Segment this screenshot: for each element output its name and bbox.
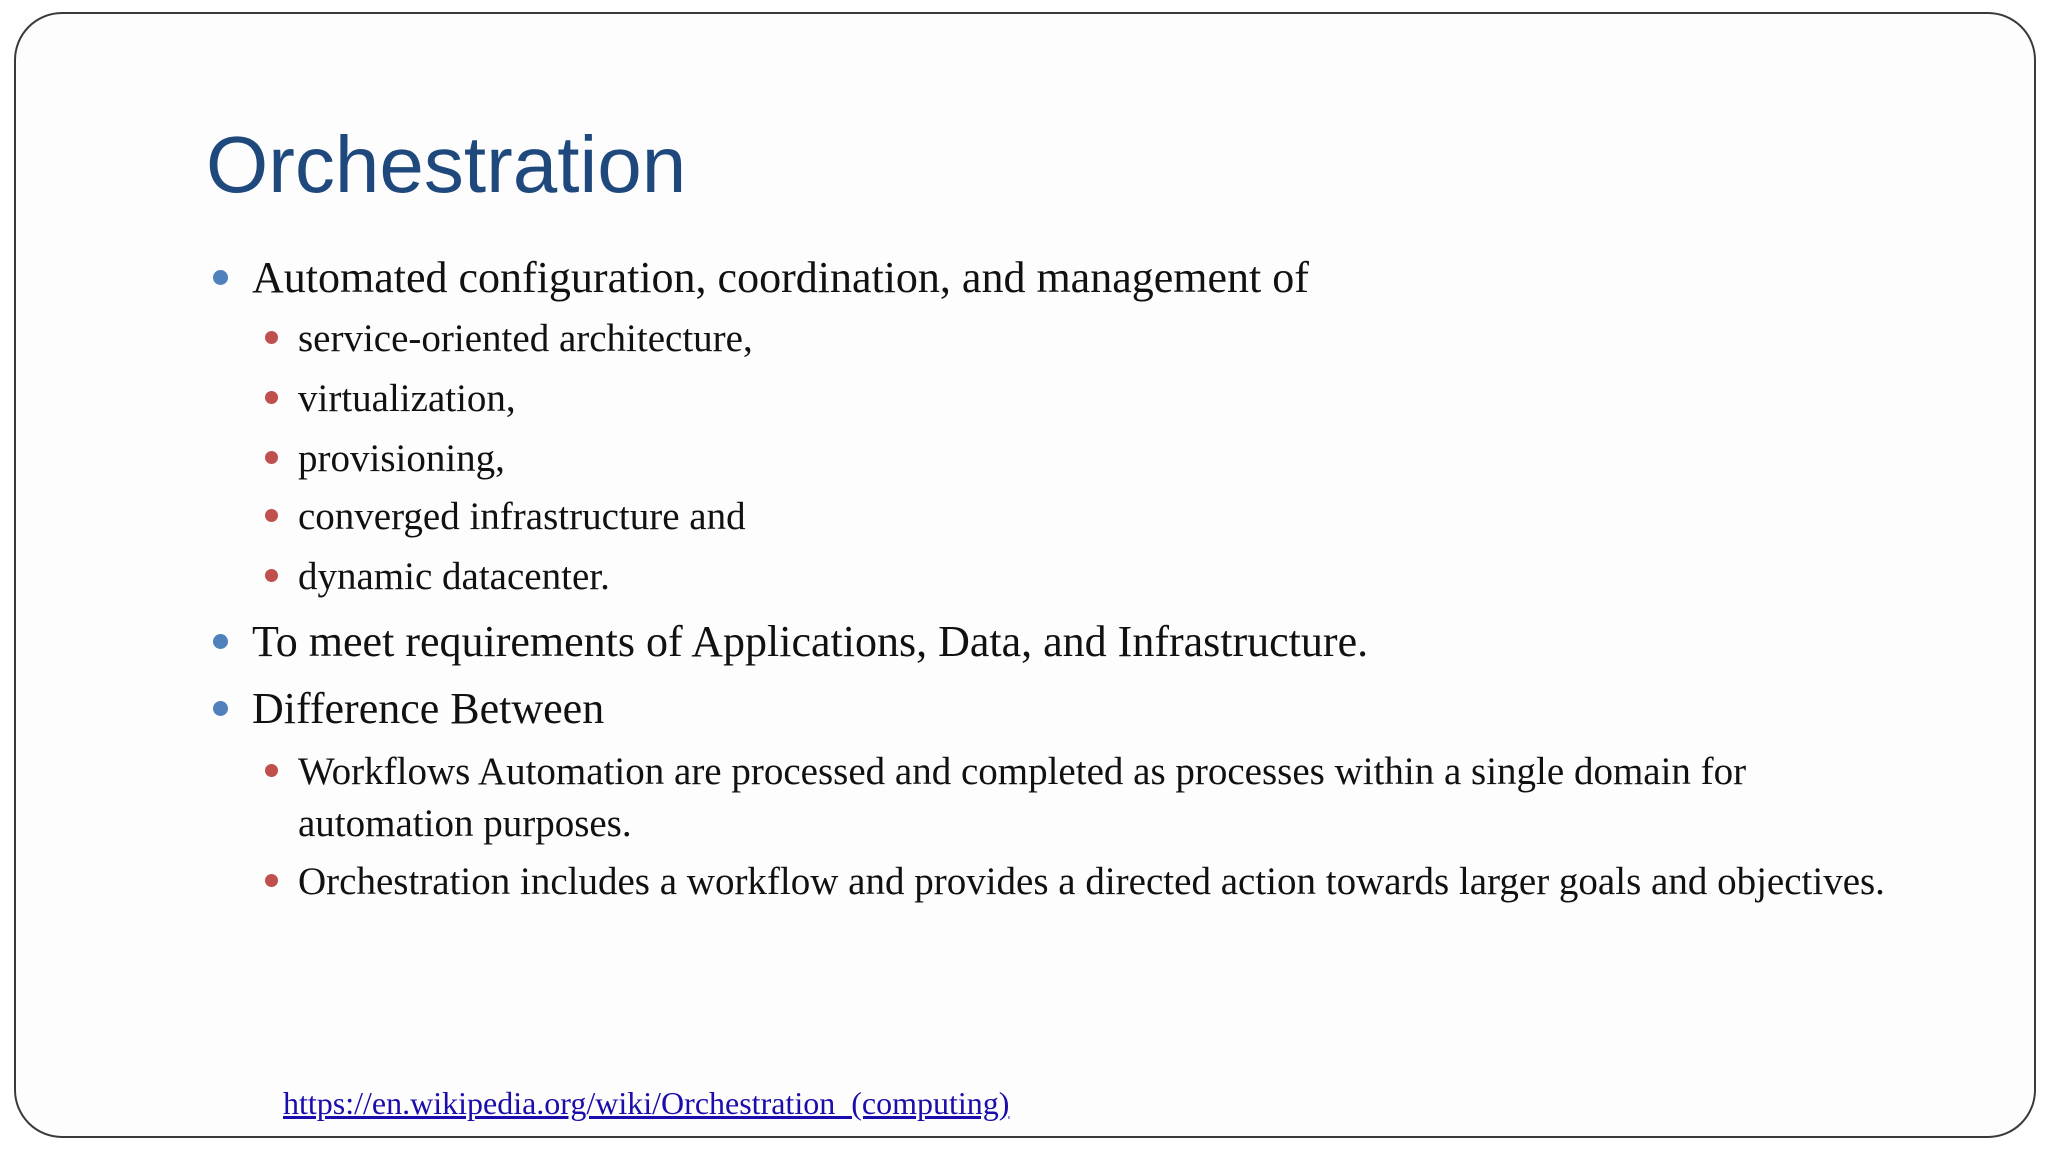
sub-bullet-dot-icon: [265, 874, 278, 887]
bullet-text: Automated configuration, coordination, and management of: [252, 253, 1309, 302]
sub-bullet-text: Workflows Automation are processed and completed as processes within a single domain for automation purposes.: [298, 750, 1747, 845]
sub-bullet-dot-icon: [265, 764, 278, 777]
sub-bullet-text: converged infrastructure and: [298, 495, 746, 538]
bullet-dot-icon: [213, 701, 228, 716]
sub-bullet-text: Orchestration includes a workflow and provides a directed action towards larger goals and objectives.: [298, 860, 1885, 903]
sub-bullet-dot-icon: [265, 509, 278, 522]
sub-bullet-dot-icon: [265, 331, 278, 344]
sub-bullet-text: service-oriented architecture,: [298, 317, 753, 360]
source-link[interactable]: https://en.wikipedia.org/wiki/Orchestration_(computing): [283, 1085, 1010, 1121]
sub-bullet-text: dynamic datacenter.: [298, 555, 610, 598]
bullet-text: Difference Between: [252, 684, 605, 733]
sub-bullet-dot-icon: [265, 451, 278, 464]
sub-bullet-text: virtualization,: [298, 377, 516, 420]
sub-bullet-dot-icon: [265, 391, 278, 404]
sub-bullet-text: provisioning,: [298, 437, 505, 480]
bullet-dot-icon: [213, 270, 228, 285]
bullet-text: To meet requirements of Applications, Data, and Infrastructure.: [252, 617, 1369, 666]
bullet-dot-icon: [213, 634, 228, 649]
slide-title: Orchestration: [206, 120, 687, 209]
sub-bullet-dot-icon: [265, 569, 278, 582]
